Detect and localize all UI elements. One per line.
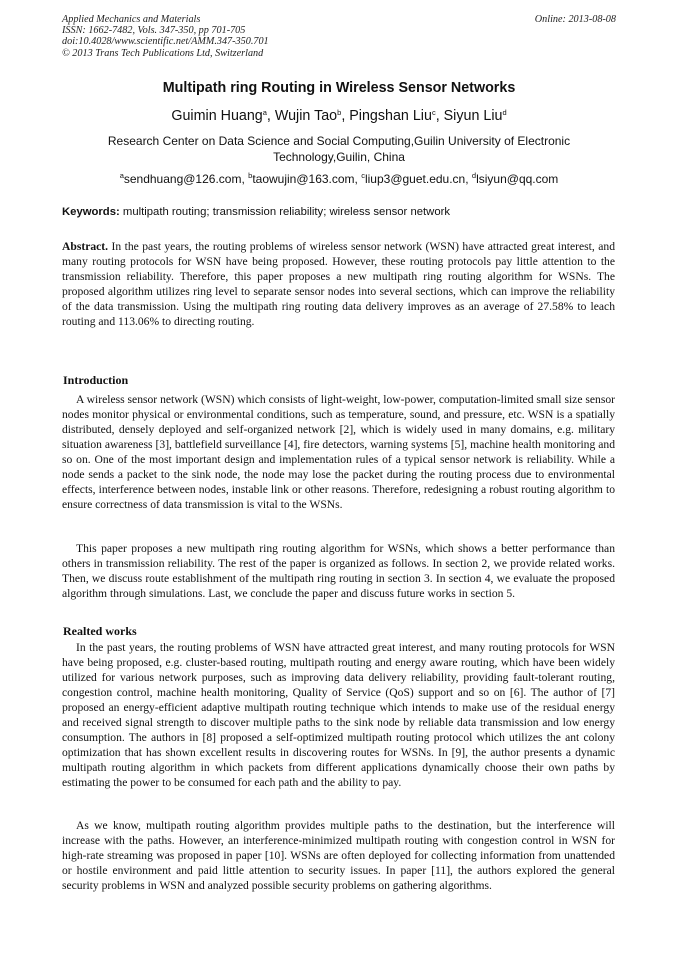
email-address: lsiyun@qq.com	[476, 172, 559, 186]
abstract-text: In the past years, the routing problems of wireless sensor network (WSN) have attracted great interest, and many routing protocols for WSN have being proposed. However, these routing protocols pay little attention to the transmission reliability. Therefore, this paper proposes a new multipath ring routing algorithm for WSNs. The proposed algorithm utilizes ring level to separate sensor nodes into several sections, which can improve the reliability of the data transmission. Using the multipath ring routing data delivery improves as an average of 27.58% to leach routing and 113.06% to directing routing.	[62, 240, 615, 328]
email	[120, 172, 248, 186]
email-separator: ,	[354, 172, 362, 186]
section-heading-introduction: Introduction	[63, 373, 129, 387]
abstract	[62, 240, 615, 330]
author-name: Pingshan Liu	[349, 108, 432, 124]
online-date: Online: 2013-08-08	[534, 14, 616, 25]
email	[472, 172, 558, 186]
author	[275, 108, 349, 124]
paragraph-text: A wireless sensor network (WSN) which consists of light-weight, low-power, computation-limited small size sensor nodes monitor physical or environmental conditions, such as temperature, sound, and pressure, etc. WSN is a spatially distributed, densely deployed and self-organized network [2], which is widely used in many domains, e.g. military situation awareness [3], battlefield surveillance [4], fire detectors, warning systems [5], machine health monitoring and so on. One of the most important design and implementation rules of a typical sensor network is reliability. While a node sends a packet to the sink node, the node may lose the packet during the routing process due to environmental effects, interference between nodes, instable link or other reasons. Therefore, redesigning a robust routing algorithm to ensure correctness of data transmission is vital to the WSNs.	[62, 393, 615, 511]
author	[349, 108, 443, 124]
affiliation: Research Center on Data Science and Social Computing,Guilin University of Electronic Technology,Guilin, China	[107, 134, 571, 164]
journal-name: Applied Mechanics and Materials	[62, 14, 201, 25]
journal-header	[62, 14, 616, 59]
abstract-label: Abstract.	[62, 240, 109, 253]
paragraph	[62, 542, 615, 602]
author	[444, 108, 507, 124]
author-list	[0, 108, 678, 124]
copyright-line: © 2013 Trans Tech Publications Ltd, Switzerland	[62, 47, 264, 59]
email-separator: ,	[465, 172, 472, 186]
author-separator: ,	[266, 108, 275, 124]
author-mark: a	[262, 108, 267, 117]
keywords	[62, 206, 618, 218]
paragraph	[62, 641, 615, 791]
email-address: taowujin@163.com	[252, 172, 355, 186]
issn-line: ISSN: 1662-7482, Vols. 347-350, pp 701-705	[62, 25, 246, 37]
email-list	[0, 172, 678, 186]
author-mark: c	[431, 108, 436, 117]
email-mark: c	[361, 171, 365, 180]
email	[248, 172, 361, 186]
author-name: Wujin Tao	[274, 108, 338, 124]
paragraph-text: As we know, multipath routing algorithm provides multiple paths to the destination, but the interference will increase with the paths. However, an interference-minimized multipath routing with congestion control in WSN for high-rate streaming was proposed in paper [10]. WSNs are often deployed for collecting information from unattended or hostile environment and paid little attention to security issues. In paper [11], the authors explored the general security problems in WSN and analyzed possible security problems on gathering algorithms.	[62, 819, 615, 892]
email-mark: b	[248, 171, 253, 180]
email	[361, 172, 472, 186]
keywords-text: multipath routing; transmission reliability; wireless sensor network	[122, 206, 451, 218]
email-address: sendhuang@126.com	[123, 172, 242, 186]
keywords-label: Keywords:	[62, 206, 120, 218]
author-mark: d	[502, 108, 507, 117]
author-separator: ,	[435, 108, 444, 124]
email-separator: ,	[241, 172, 249, 186]
paragraph	[62, 393, 615, 513]
paper-title: Multipath ring Routing in Wireless Sensor Networks	[162, 80, 516, 96]
email-mark: a	[119, 171, 124, 180]
author-mark: b	[337, 108, 342, 117]
email-address: liup3@guet.edu.cn	[364, 172, 466, 186]
paragraph-text: In the past years, the routing problems of WSN have attracted great interest, and many routing protocols for WSN have being proposed, e.g. cluster-based routing, multipath routing and energy aware routing, which have been widely utilized for various network purposes, such as improving data delivery reliability, providing fault-tolerant routing, congestion control, machine health monitoring, Quality of Service (QoS) support and so on [6]. The author of [7] proposed an energy-efficient adaptive multipath routing technique which intends to make use of the residual energy and received signal strength to discover multiple paths to the sink node by reliable data transmission and low energy consumption. The authors in [8] proposed a self-optimized multipath routing protocol which utilizes the ant colony optimization that has shown excellent results in discovering routes for WSNs. In [9], the author presents a dynamic multipath routing algorithm in which packets from different applications dynamically choose their own paths by estimating the power to be consumed for each path and the ability to pay.	[62, 641, 615, 789]
author-separator: ,	[341, 108, 350, 124]
author-name: Guimin Huang	[171, 108, 263, 124]
author	[171, 108, 275, 124]
author-name: Siyun Liu	[443, 108, 503, 124]
paragraph-text: This paper proposes a new multipath ring routing algorithm for WSNs, which shows a better performance than others in transmission reliability. The rest of the paper is organized as follows. In section 2, we provide related works. Then, we discuss route establishment of the multipath ring routing in section 3. In section 4, we evaluate the proposed algorithm through simulations. Last, we conclude the paper and discuss future works in section 5.	[62, 542, 615, 600]
email-mark: d	[471, 171, 477, 180]
paragraph	[62, 819, 615, 894]
section-heading-related-works: Realted works	[63, 624, 137, 638]
doi-line: doi:10.4028/www.scientific.net/AMM.347-350.701	[62, 36, 269, 48]
